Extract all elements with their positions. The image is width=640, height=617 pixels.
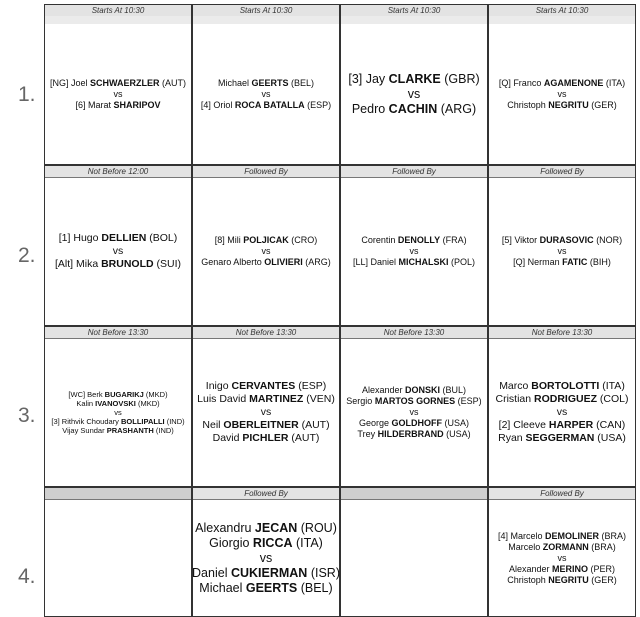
player-prefix: Michael	[199, 580, 246, 595]
match-players	[193, 339, 339, 486]
player-country: (GER)	[588, 574, 617, 585]
player-surname: CACHIN	[388, 101, 438, 116]
player-surname: BUGARIKJ	[104, 390, 144, 399]
match-players	[193, 500, 339, 616]
player-prefix: Marcelo	[508, 541, 543, 552]
player-prefix: [1] Hugo	[58, 232, 102, 244]
player-line	[507, 100, 617, 111]
player-line	[353, 257, 475, 268]
player-line	[352, 102, 476, 117]
match-cell	[44, 326, 192, 487]
player-surname: AGAMENONE	[543, 77, 604, 88]
cell-header: Followed By	[489, 166, 635, 178]
player-country: (CAN)	[593, 419, 626, 431]
player-prefix: Trey	[357, 429, 378, 439]
versus-label	[557, 406, 568, 419]
player-country: (ITA)	[292, 535, 323, 550]
match-cell	[340, 487, 488, 617]
player-country: (BIH)	[587, 257, 611, 267]
player-country: (BEL)	[297, 580, 333, 595]
player-country: (ESP)	[304, 99, 332, 110]
match-cell	[44, 487, 192, 617]
player-line	[513, 257, 611, 268]
player-prefix: [5] Viktor	[501, 235, 540, 245]
player-prefix: vs	[261, 88, 271, 99]
player-line	[76, 399, 159, 408]
player-country: (BUL)	[440, 385, 467, 395]
player-country: (IND)	[164, 417, 185, 426]
player-surname: DEMOLINER	[545, 530, 600, 541]
cell-header: Not Before 13:30	[45, 327, 191, 339]
match-players	[341, 178, 487, 325]
versus-label	[262, 246, 271, 257]
header-gap	[341, 16, 487, 24]
player-prefix: Christoph	[507, 574, 549, 585]
match-players	[45, 339, 191, 486]
player-prefix: [3] Jay	[348, 71, 389, 86]
player-prefix: Neil	[202, 419, 224, 431]
player-surname: IVANOVSKI	[95, 399, 136, 408]
player-line	[348, 72, 479, 87]
player-line	[201, 100, 331, 111]
player-surname: PRASHANTH	[106, 426, 154, 435]
player-country: (BRA)	[588, 541, 616, 552]
cell-header: Followed By	[193, 488, 339, 500]
player-line	[215, 235, 318, 246]
player-prefix: vs	[557, 246, 567, 256]
player-surname: CLARKE	[388, 71, 441, 86]
player-country: (CRO)	[288, 235, 318, 245]
player-prefix: vs	[114, 408, 122, 417]
player-surname: DENOLLY	[397, 235, 441, 245]
player-prefix: Alexander	[361, 385, 405, 395]
header-gap	[193, 16, 339, 24]
match-cell	[488, 4, 636, 165]
cell-header: Starts At 10:30	[193, 5, 339, 17]
player-line	[498, 432, 626, 445]
player-line	[495, 393, 628, 406]
cell-header: Not Before 13:30	[341, 327, 487, 339]
player-line	[218, 78, 314, 89]
player-line	[62, 426, 174, 435]
player-country: (MKD)	[143, 390, 168, 399]
player-surname: CUKIERMAN	[230, 565, 308, 580]
versus-label	[408, 87, 421, 102]
player-prefix: Ryan	[498, 432, 526, 444]
player-prefix: Kalin	[76, 399, 96, 408]
player-prefix: [Q] Nerman	[513, 257, 563, 267]
cell-header: Starts At 10:30	[45, 5, 191, 17]
player-country: (ITA)	[603, 77, 626, 88]
player-surname: DONSKI	[405, 385, 441, 395]
player-surname: GEERTS	[245, 580, 298, 595]
player-prefix: Alexandru	[195, 520, 255, 535]
player-surname: RODRIGUEZ	[534, 393, 597, 405]
header-gap	[45, 16, 191, 24]
player-prefix: [4] Oriol	[200, 99, 235, 110]
player-country: (BRA)	[599, 530, 627, 541]
player-prefix: Corentin	[361, 235, 398, 245]
match-players	[45, 178, 191, 325]
player-surname: FATIC	[562, 257, 588, 267]
cell-header: Starts At 10:30	[489, 5, 635, 17]
player-surname: HARPER	[548, 419, 594, 431]
versus-label	[262, 89, 271, 100]
player-surname: NEGRITU	[548, 574, 589, 585]
player-line	[499, 419, 626, 432]
player-surname: OBERLEITNER	[223, 419, 299, 431]
player-line	[195, 521, 337, 536]
player-line	[55, 258, 181, 271]
row-number: 1.	[18, 83, 36, 106]
player-line	[359, 418, 469, 429]
player-prefix: vs	[557, 88, 567, 99]
row-number: 2.	[18, 244, 36, 267]
player-country: (ESP)	[295, 380, 327, 392]
player-prefix: [4] Marcelo	[497, 530, 546, 541]
versus-label	[558, 246, 567, 257]
player-surname: POLJICAK	[243, 235, 289, 245]
player-country: (PER)	[588, 563, 616, 574]
player-surname: MICHALSKI	[398, 257, 449, 267]
player-prefix: Luis David	[197, 393, 250, 405]
cell-header: Followed By	[341, 166, 487, 178]
player-country: (ARG)	[302, 257, 331, 267]
player-surname: SCHWAERZLER	[90, 77, 160, 88]
player-surname: OLIVIERI	[264, 257, 303, 267]
player-line	[201, 257, 331, 268]
player-line	[202, 419, 329, 432]
player-line	[199, 581, 332, 596]
player-country: (USA)	[594, 432, 626, 444]
versus-label	[410, 407, 419, 418]
cell-header: Starts At 10:30	[341, 5, 487, 17]
match-players	[489, 24, 635, 164]
player-prefix: Vijay Sundar	[62, 426, 107, 435]
versus-label	[410, 246, 419, 257]
player-surname: DELLIEN	[101, 232, 147, 244]
player-line	[206, 380, 326, 393]
player-prefix: vs	[409, 246, 419, 256]
player-prefix: vs	[557, 552, 567, 563]
player-country: (SUI)	[153, 258, 181, 270]
match-players	[45, 24, 191, 164]
player-prefix: vs	[407, 86, 421, 101]
player-surname: DURASOVIC	[539, 235, 594, 245]
player-line	[50, 78, 186, 89]
match-cell	[340, 4, 488, 165]
cell-header	[341, 488, 487, 500]
player-prefix: vs	[556, 406, 568, 418]
player-prefix: George	[358, 418, 392, 428]
match-cell	[488, 165, 636, 326]
player-country: (BEL)	[288, 77, 315, 88]
player-country: (FRA)	[440, 235, 467, 245]
player-country: (AUT)	[288, 432, 320, 444]
versus-label	[113, 245, 124, 258]
versus-label	[558, 553, 567, 564]
player-surname: ROCA BATALLA	[234, 99, 305, 110]
player-line	[192, 566, 340, 581]
player-line	[357, 429, 470, 440]
match-cell	[488, 487, 636, 617]
player-surname: BORTOLOTTI	[531, 380, 600, 392]
player-prefix: vs	[259, 550, 273, 565]
player-prefix: Daniel	[192, 565, 231, 580]
cell-header: Not Before 13:30	[193, 327, 339, 339]
match-cell	[192, 487, 340, 617]
player-country: (ROU)	[297, 520, 337, 535]
player-surname: MARTOS GORNES	[374, 396, 456, 406]
player-prefix: [2] Cleeve	[498, 419, 549, 431]
player-prefix: Genaro Alberto	[201, 257, 265, 267]
player-prefix: Marco	[499, 380, 532, 392]
cell-header	[45, 488, 191, 500]
match-cell	[340, 326, 488, 487]
player-prefix: [8] Mili	[214, 235, 244, 245]
player-line	[346, 396, 481, 407]
cell-header: Not Before 12:00	[45, 166, 191, 178]
player-prefix: [WC] Berk	[68, 390, 105, 399]
player-prefix: [6] Marat	[75, 99, 114, 110]
player-country: (IND)	[153, 426, 174, 435]
player-surname: ZORMANN	[542, 541, 589, 552]
cell-header: Not Before 13:30	[489, 327, 635, 339]
player-surname: GEERTS	[251, 77, 289, 88]
match-cell	[192, 4, 340, 165]
player-line	[499, 78, 625, 89]
player-surname: HILDERBRAND	[377, 429, 444, 439]
player-surname: PICHLER	[242, 432, 289, 444]
player-surname: BOLLIPALLI	[121, 417, 165, 426]
match-players	[489, 339, 635, 486]
player-country: (ISR)	[307, 565, 340, 580]
player-surname: MERINO	[552, 563, 589, 574]
player-country: (ITA)	[599, 380, 625, 392]
player-country: (POL)	[448, 257, 476, 267]
versus-label	[114, 408, 122, 417]
player-country: (MKD)	[135, 399, 160, 408]
player-line	[361, 235, 466, 246]
header-gap	[489, 16, 635, 24]
player-line	[213, 432, 320, 445]
player-prefix: vs	[260, 406, 272, 418]
match-cell	[340, 165, 488, 326]
match-players	[489, 178, 635, 325]
match-players	[341, 24, 487, 164]
player-prefix: Alexander	[508, 563, 553, 574]
player-prefix: vs	[409, 407, 419, 417]
player-country: (AUT)	[298, 419, 330, 431]
player-line	[502, 235, 622, 246]
versus-label	[114, 89, 123, 100]
match-cell	[488, 326, 636, 487]
player-country: (COL)	[597, 393, 629, 405]
player-prefix: Giorgio	[209, 535, 253, 550]
player-country: (VEN)	[303, 393, 335, 405]
player-prefix: Michael	[217, 77, 252, 88]
player-prefix: [NG] Joel	[49, 77, 90, 88]
player-surname: SEGGERMAN	[525, 432, 595, 444]
match-cell	[44, 165, 192, 326]
cell-header: Followed By	[489, 488, 635, 500]
player-surname: BRUNOLD	[101, 258, 154, 270]
player-prefix: Christoph	[507, 99, 549, 110]
player-prefix: vs	[112, 245, 124, 257]
match-players	[193, 24, 339, 164]
player-country: (BOL)	[146, 232, 178, 244]
player-surname: SHARIPOV	[113, 99, 161, 110]
player-prefix: vs	[113, 88, 123, 99]
player-surname: RICCA	[252, 535, 293, 550]
match-cell	[192, 165, 340, 326]
match-cell	[44, 4, 192, 165]
player-country: (GBR)	[440, 71, 480, 86]
match-players	[45, 500, 191, 616]
versus-label	[261, 406, 272, 419]
match-players	[193, 178, 339, 325]
player-line	[59, 232, 177, 245]
player-country: (NOR)	[593, 235, 623, 245]
player-surname: CERVANTES	[231, 380, 296, 392]
player-prefix: [3] Rithvik Choudary	[51, 417, 121, 426]
player-country: (ESP)	[455, 396, 482, 406]
player-line	[75, 100, 160, 111]
player-country: (GER)	[588, 99, 617, 110]
player-prefix: Sergio	[346, 396, 375, 406]
player-prefix: vs	[261, 246, 271, 256]
player-surname: GOLDHOFF	[391, 418, 443, 428]
match-cell	[192, 326, 340, 487]
player-country: (ARG)	[437, 101, 477, 116]
player-country: (USA)	[442, 418, 470, 428]
player-line	[508, 542, 616, 553]
player-country: (AUT)	[159, 77, 186, 88]
player-prefix: [LL] Daniel	[352, 257, 399, 267]
player-line	[499, 380, 625, 393]
player-surname: MARTINEZ	[249, 393, 304, 405]
player-line	[507, 575, 617, 586]
player-prefix: Inigo	[205, 380, 232, 392]
player-line	[498, 531, 626, 542]
match-players	[341, 500, 487, 616]
player-prefix: Cristian	[495, 393, 534, 405]
player-line	[209, 536, 323, 551]
match-players	[489, 500, 635, 616]
match-players	[341, 339, 487, 486]
player-country: (USA)	[443, 429, 471, 439]
player-prefix: [Alt] Mika	[54, 258, 102, 270]
row-number: 4.	[18, 565, 36, 588]
versus-label	[260, 551, 273, 566]
player-line	[509, 564, 615, 575]
row-number: 3.	[18, 404, 36, 427]
player-surname: NEGRITU	[548, 99, 589, 110]
player-prefix: Pedro	[351, 101, 389, 116]
versus-label	[558, 89, 567, 100]
player-line	[68, 390, 167, 399]
player-surname: JECAN	[254, 520, 298, 535]
cell-header: Followed By	[193, 166, 339, 178]
player-prefix: [Q] Franco	[498, 77, 544, 88]
player-prefix: David	[212, 432, 243, 444]
player-line	[362, 385, 466, 396]
player-line	[51, 417, 184, 426]
player-line	[197, 393, 335, 406]
